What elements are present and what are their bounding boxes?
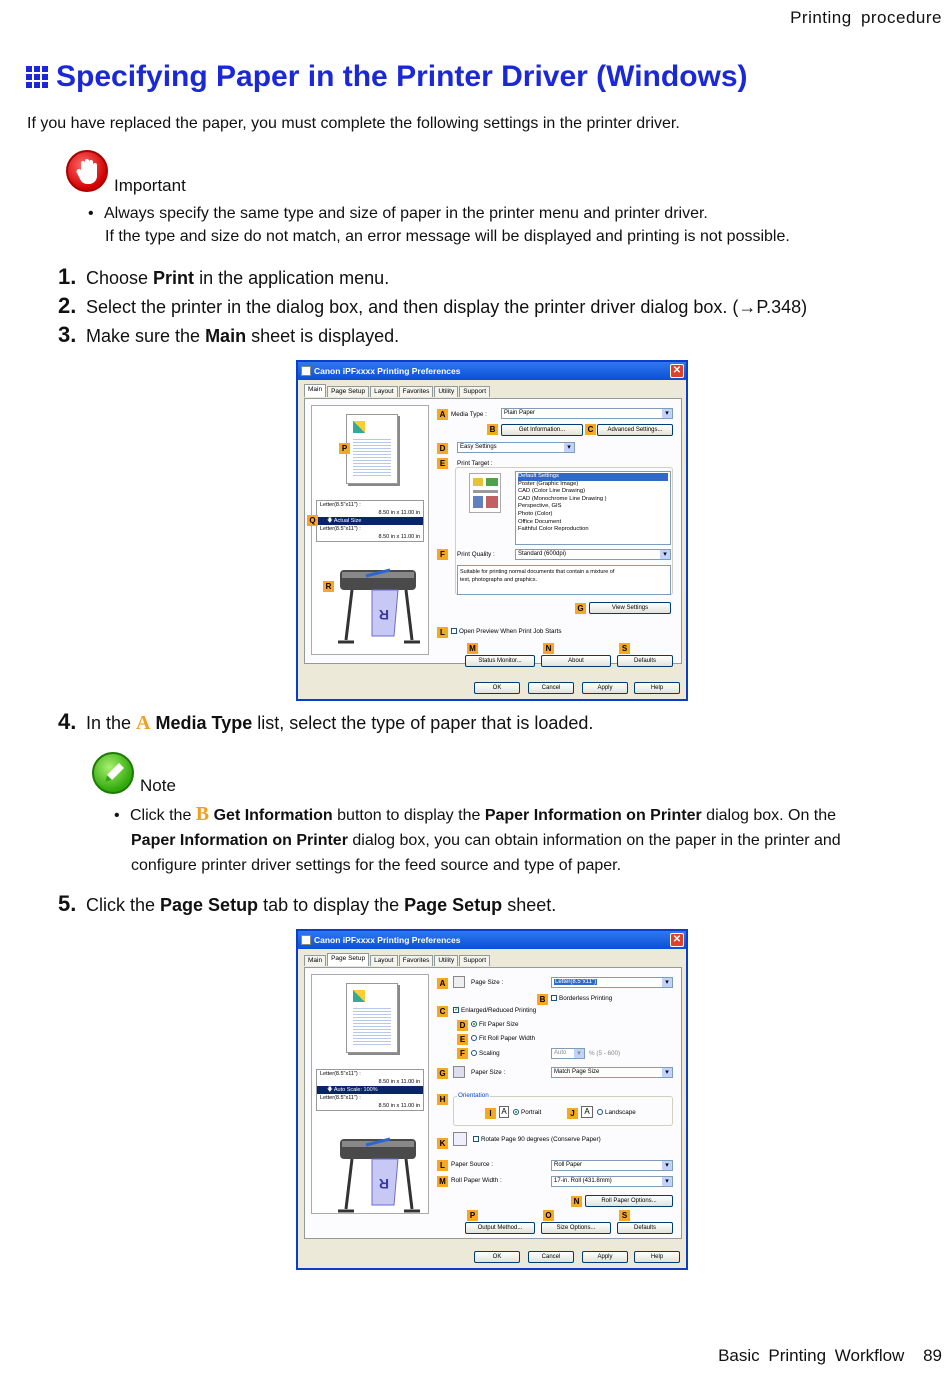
size-line: 8.50 in x 11.00 in xyxy=(378,1103,420,1109)
apply-button[interactable]: Apply xyxy=(582,1251,628,1263)
size-line: Letter(8.5"x11") : xyxy=(320,1071,361,1077)
print-target-thumbnail-icon xyxy=(469,473,501,513)
landscape-icon: A xyxy=(581,1106,593,1118)
page-size-label: Page Size : xyxy=(471,979,504,986)
size-line: Letter(8.5"x11") : xyxy=(320,1095,361,1101)
callout-b: B xyxy=(487,424,498,435)
list-item[interactable]: Faithful Color Reproduction xyxy=(518,526,589,533)
note-bullet xyxy=(114,802,914,878)
section-grid-icon xyxy=(26,66,48,88)
close-icon[interactable]: ✕ xyxy=(670,364,684,378)
callout-p: P xyxy=(339,443,350,454)
defaults-button[interactable]: Defaults xyxy=(617,1222,673,1234)
page-size-dropdown[interactable] xyxy=(551,977,673,988)
advanced-settings-button[interactable]: Advanced Settings... xyxy=(597,424,673,436)
tab-main[interactable]: Main xyxy=(304,384,326,397)
output-method-button[interactable]: Output Method... xyxy=(465,1222,535,1234)
paper-source-label: Paper Source : xyxy=(451,1161,494,1168)
help-button[interactable]: Help xyxy=(634,682,680,694)
page-preview xyxy=(346,983,398,1053)
printing-preferences-dialog-page-setup xyxy=(296,929,688,1270)
step-text: Make sure the xyxy=(86,326,206,346)
tab-layout[interactable]: Layout xyxy=(370,386,398,397)
view-settings-button[interactable]: View Settings xyxy=(589,602,671,614)
fit-paper-option[interactable] xyxy=(471,1021,519,1028)
roll-paper-options-button[interactable]: Roll Paper Options... xyxy=(585,1195,673,1207)
cancel-button[interactable]: Cancel xyxy=(528,1251,574,1263)
size-line: Letter(8.5"x11") : xyxy=(320,526,361,532)
size-mode: Auto Scale: 100% xyxy=(333,1087,378,1093)
callout-d: D xyxy=(437,443,448,454)
image-thumbnail-icon xyxy=(353,421,365,433)
enlarged-option[interactable] xyxy=(453,1007,536,1014)
list-item[interactable]: Perspective, GIS xyxy=(518,503,562,510)
tab-utility[interactable]: Utility xyxy=(434,955,458,966)
tab-strip xyxy=(304,955,491,966)
note-text: dialog box. On the xyxy=(701,807,837,824)
portrait-option[interactable] xyxy=(513,1109,541,1116)
paper-size-label: Paper Size : xyxy=(471,1069,506,1076)
step-number: 4. xyxy=(58,709,77,734)
rotate-option[interactable] xyxy=(473,1136,601,1143)
fit-paper-label: Fit Paper Size xyxy=(479,1021,519,1028)
roll-width-dropdown[interactable]: 17-in. Roll (431.8mm) ▾ xyxy=(551,1176,673,1187)
callout-n: N xyxy=(571,1196,582,1207)
step-bold: Page Setup xyxy=(404,895,503,915)
dialog-title: Canon iPFxxxx Printing Preferences xyxy=(314,366,461,376)
enlarged-label: Enlarged/Reduced Printing xyxy=(461,1007,537,1014)
tab-support[interactable]: Support xyxy=(459,955,490,966)
status-monitor-button[interactable]: Status Monitor... xyxy=(465,655,535,667)
print-quality-dropdown[interactable]: Standard (600dpi) ▾ xyxy=(515,549,671,560)
tab-layout[interactable]: Layout xyxy=(370,955,398,966)
open-preview-checkbox[interactable] xyxy=(451,628,457,634)
note-text: dialog box, you can obtain information on the paper in the printer and xyxy=(347,832,841,849)
callout-l: L xyxy=(437,627,448,638)
portrait-icon: A xyxy=(499,1106,509,1118)
page-size-value: Letter(8.5"x11") xyxy=(555,979,597,985)
important-label: Important xyxy=(114,176,186,195)
callout-e: E xyxy=(457,1034,468,1045)
plotter-image xyxy=(332,1125,424,1215)
borderless-checkbox[interactable] xyxy=(551,995,557,1001)
callout-k: K xyxy=(437,1138,448,1149)
note-pencil-icon xyxy=(92,752,134,794)
bullet-dot: • xyxy=(88,205,94,222)
page-setup-sheet xyxy=(304,967,682,1239)
size-line: 8.50 in x 11.00 in xyxy=(378,510,420,516)
plotter-image xyxy=(332,556,424,646)
callout-m: M xyxy=(437,1176,448,1187)
landscape-option[interactable] xyxy=(597,1109,636,1116)
callout-r: R xyxy=(323,581,334,592)
size-line: Letter(8.5"x11") : xyxy=(320,502,361,508)
fit-roll-label: Fit Roll Paper Width xyxy=(479,1035,535,1042)
printer-icon xyxy=(301,935,311,945)
fit-paper-radio[interactable] xyxy=(471,1021,477,1027)
callout-i: I xyxy=(485,1108,496,1119)
media-type-label: Media Type : xyxy=(451,411,487,418)
step-number: 5. xyxy=(58,891,77,916)
about-button[interactable]: About xyxy=(541,655,611,667)
step-number: 3. xyxy=(58,322,77,347)
callout-e: E xyxy=(437,458,448,469)
dialog-title: Canon iPFxxxx Printing Preferences xyxy=(314,935,461,945)
open-preview-option[interactable] xyxy=(451,628,562,635)
scaling-radio[interactable] xyxy=(471,1050,477,1056)
step-bold: Media Type xyxy=(155,713,253,733)
page-title-text: Specifying Paper in the Printer Driver (Windows) xyxy=(56,60,748,93)
tab-support[interactable]: Support xyxy=(459,386,490,397)
paper-size-icon xyxy=(453,1066,465,1078)
callout-a: A xyxy=(437,409,448,420)
step-text: in the application menu. xyxy=(194,268,390,288)
roll-width-label: Roll Paper Width : xyxy=(451,1177,502,1184)
list-item[interactable]: CAD (Monochrome Line Drawing ) xyxy=(518,495,607,502)
step-bold: Page Setup xyxy=(160,895,259,915)
rotate-checkbox[interactable] xyxy=(473,1136,479,1142)
callout-c: C xyxy=(585,424,596,435)
fit-roll-radio[interactable] xyxy=(471,1035,477,1041)
callout-l: L xyxy=(437,1160,448,1171)
open-preview-label: Open Preview When Print Job Starts xyxy=(459,628,562,635)
portrait-radio[interactable] xyxy=(513,1109,519,1115)
easy-settings-dropdown[interactable]: Easy Settings ▾ xyxy=(457,442,575,453)
dialog-title-bar xyxy=(298,931,686,949)
list-item[interactable]: Default Settings xyxy=(518,473,668,481)
print-quality-label: Print Quality : xyxy=(457,551,495,558)
size-info-box xyxy=(316,1069,424,1111)
callout-h: H xyxy=(437,1094,448,1105)
paper-size-dropdown[interactable]: Match Page Size ▾ xyxy=(551,1067,673,1078)
callout-letter: B xyxy=(195,803,210,825)
step-text: Choose xyxy=(86,268,154,288)
step-text: Click the xyxy=(86,895,161,915)
note-text: Click the xyxy=(130,807,196,824)
printing-preferences-dialog-main xyxy=(296,360,688,701)
rotate-page-icon xyxy=(453,1132,467,1146)
borderless-label: Borderless Printing xyxy=(559,995,613,1002)
callout-f: F xyxy=(437,549,448,560)
size-info-box xyxy=(316,500,424,542)
callout-letter: A xyxy=(136,712,151,734)
callout-g: G xyxy=(575,603,586,614)
important-line-2: If the type and size do not match, an error message will be displayed and printing is not possible. xyxy=(105,228,790,245)
bullet-dot: • xyxy=(114,807,120,824)
footer-section: Basic Printing Workflow xyxy=(718,1346,905,1365)
scaling-spinner[interactable]: Auto ▾ xyxy=(551,1048,585,1059)
scaling-label: Scaling xyxy=(479,1050,500,1057)
step-text: sheet is displayed. xyxy=(246,326,400,346)
step-number: 1. xyxy=(58,264,77,289)
orientation-label: Orientation xyxy=(458,1092,489,1099)
landscape-label: Landscape xyxy=(605,1109,636,1116)
rotate-label: Rotate Page 90 degrees (Conserve Paper) xyxy=(481,1136,601,1143)
list-item[interactable]: Office Document xyxy=(518,518,562,525)
tab-main[interactable]: Main xyxy=(304,955,326,966)
cancel-button[interactable]: Cancel xyxy=(528,682,574,694)
tab-page-setup[interactable]: Page Setup xyxy=(327,386,369,397)
page-title xyxy=(26,60,748,94)
help-button[interactable]: Help xyxy=(634,1251,680,1263)
step-5 xyxy=(58,891,556,917)
list-item[interactable]: CAD (Color Line Drawing) xyxy=(518,488,586,495)
media-type-dropdown[interactable]: Plain Paper ▾ xyxy=(501,408,673,419)
enlarged-checkbox[interactable] xyxy=(453,1007,459,1013)
step-1 xyxy=(58,264,389,290)
tab-favorites[interactable]: Favorites xyxy=(399,955,434,966)
scaling-option[interactable] xyxy=(471,1050,500,1057)
apply-button[interactable]: Apply xyxy=(582,682,628,694)
page-size-icon xyxy=(453,976,465,988)
step-bold: Main xyxy=(205,326,247,346)
svg-text:R: R xyxy=(378,1176,389,1192)
print-target-list[interactable] xyxy=(515,471,671,545)
intro-text: If you have replaced the paper, you must complete the following settings in the printer driver. xyxy=(27,115,680,132)
size-options-button[interactable]: Size Options... xyxy=(541,1222,611,1234)
callout-m: M xyxy=(467,643,478,654)
borderless-option[interactable] xyxy=(551,995,612,1002)
portrait-label: Portrait xyxy=(521,1109,542,1116)
callout-f: F xyxy=(457,1048,468,1059)
callout-n: N xyxy=(543,643,554,654)
note-label: Note xyxy=(140,776,176,795)
step-text: list, select the type of paper that is loaded. xyxy=(252,713,594,733)
tab-strip xyxy=(304,386,491,397)
callout-p: P xyxy=(467,1210,478,1221)
callout-g: G xyxy=(437,1068,448,1079)
note-bold: Get Information xyxy=(213,807,333,824)
tab-page-setup[interactable]: Page Setup xyxy=(327,953,369,966)
list-item[interactable]: Poster (Graphic Image) xyxy=(518,480,579,487)
step-4 xyxy=(58,709,593,735)
note-text: configure printer driver settings for the feed source and type of paper. xyxy=(131,857,622,874)
scaling-range: % (5 - 600) xyxy=(589,1050,621,1057)
image-thumbnail-icon xyxy=(353,990,365,1002)
page-number: 89 xyxy=(923,1346,942,1365)
print-target-description xyxy=(457,565,671,595)
landscape-radio[interactable] xyxy=(597,1109,603,1115)
arrow-down-icon: 🡇 xyxy=(327,518,334,524)
get-information-button[interactable]: Get Information... xyxy=(501,424,583,436)
important-line-1: Always specify the same type and size of paper in the printer menu and printer driver. xyxy=(104,205,708,222)
arrow-down-icon: 🡇 xyxy=(327,1087,334,1093)
note-bold: Paper Information on Printer xyxy=(484,807,702,824)
ok-button[interactable]: OK xyxy=(474,1251,520,1263)
step-2 xyxy=(58,293,807,319)
important-bullet xyxy=(88,202,790,248)
step-3 xyxy=(58,322,399,348)
main-sheet xyxy=(304,398,682,664)
page-preview xyxy=(346,414,398,484)
size-line: 8.50 in x 11.00 in xyxy=(378,534,420,540)
list-item[interactable]: Photo (Color) xyxy=(518,510,553,517)
printer-icon xyxy=(301,366,311,376)
preview-pane xyxy=(311,405,429,655)
callout-s: S xyxy=(619,643,630,654)
step-text: Select the printer in the dialog box, and then display the printer driver dialog box. (→P.348) xyxy=(86,297,808,317)
tab-favorites[interactable]: Favorites xyxy=(399,386,434,397)
callout-d: D xyxy=(457,1020,468,1031)
callout-q: Q xyxy=(307,515,318,526)
note-text: button to display the xyxy=(332,807,485,824)
step-bold: Print xyxy=(153,268,195,288)
callout-a: A xyxy=(437,978,448,989)
callout-j: J xyxy=(567,1108,578,1119)
callout-b: B xyxy=(537,994,548,1005)
fit-roll-option[interactable] xyxy=(471,1035,535,1042)
defaults-button[interactable]: Defaults xyxy=(617,655,673,667)
tab-utility[interactable]: Utility xyxy=(434,386,458,397)
step-text: sheet. xyxy=(502,895,557,915)
size-mode: Actual Size xyxy=(333,518,362,524)
page-footer xyxy=(718,1346,942,1366)
preview-pane xyxy=(311,974,429,1214)
callout-c: C xyxy=(437,1006,448,1017)
paper-source-dropdown[interactable]: Roll Paper ▾ xyxy=(551,1160,673,1171)
important-hand-icon xyxy=(66,150,108,192)
step-number: 2. xyxy=(58,293,77,318)
running-header: Printing procedure xyxy=(790,8,942,27)
close-icon[interactable]: ✕ xyxy=(670,933,684,947)
size-line: 8.50 in x 11.00 in xyxy=(378,1079,420,1085)
description-line: text, photographs and graphics. xyxy=(460,577,538,583)
print-target-label: Print Target : xyxy=(457,460,493,467)
description-line: Suitable for printing normal documents that contain a mixture of xyxy=(460,569,615,575)
step-text: tab to display the xyxy=(258,895,405,915)
step-text: In the xyxy=(86,713,137,733)
dialog-title-bar xyxy=(298,362,686,380)
ok-button[interactable]: OK xyxy=(474,682,520,694)
callout-o: O xyxy=(543,1210,554,1221)
callout-s: S xyxy=(619,1210,630,1221)
svg-text:R: R xyxy=(378,607,389,623)
note-bold: Paper Information on Printer xyxy=(131,832,348,849)
